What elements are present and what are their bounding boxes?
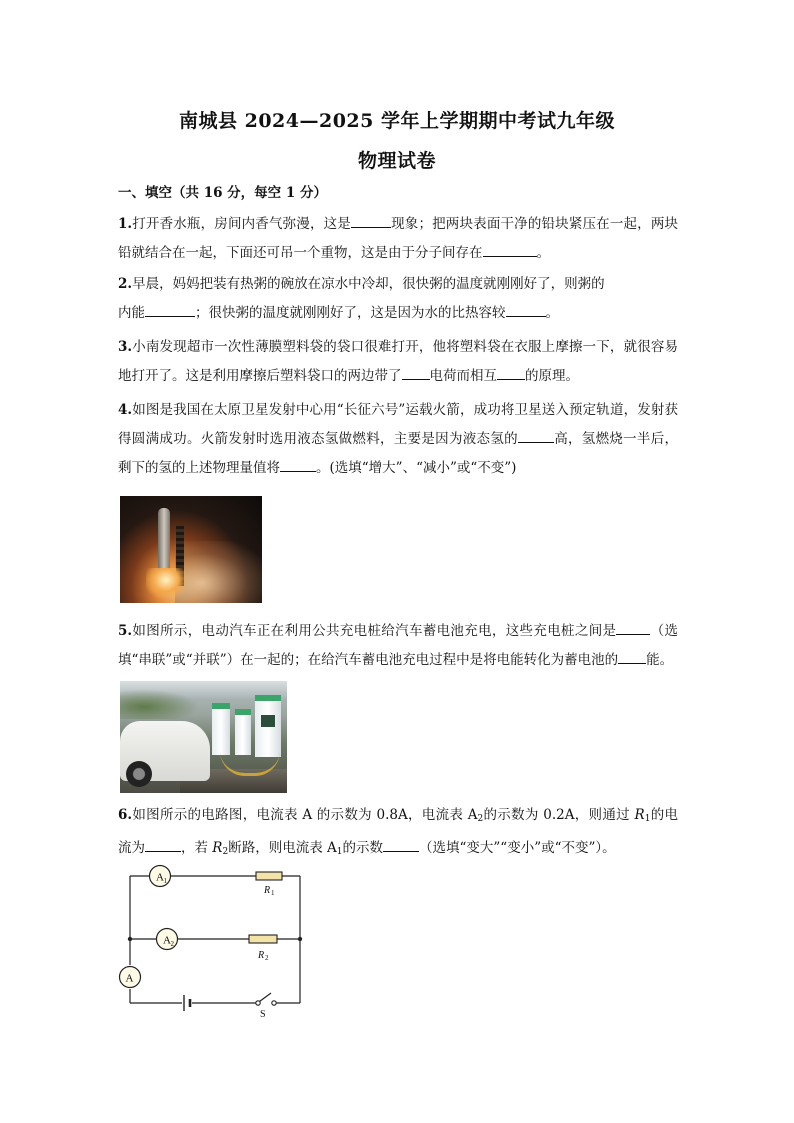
question-text: 的原理。	[525, 368, 579, 384]
question-2	[118, 270, 678, 328]
answer-blank[interactable]	[351, 213, 391, 228]
question-text: 打开香水瓶，房间内香气弥漫，这是	[132, 216, 351, 232]
question-text: ；很快粥的温度就刚刚好了，这是因为水的比热容较	[195, 305, 506, 321]
svg-text:1: 1	[271, 889, 275, 897]
circuit-diagram	[116, 862, 316, 1018]
answer-blank[interactable]	[145, 837, 181, 852]
answer-blank[interactable]	[402, 365, 430, 380]
ammeter-a2	[157, 929, 178, 950]
question-text: 的电流为	[118, 807, 678, 856]
answer-blank[interactable]	[506, 302, 546, 317]
question-text: ，若	[181, 840, 213, 856]
question-number: 5.	[118, 623, 133, 639]
answer-blank[interactable]	[145, 302, 195, 317]
question-text: 小南发现超市一次性薄膜塑料袋的袋口很难打开，他将塑料袋在衣服上摩擦一下，就很容易地打开了。这是利用摩擦后塑料袋口的两边带了	[118, 339, 678, 384]
svg-text:R: R	[264, 885, 271, 896]
resistor-r2	[249, 935, 277, 962]
question-text: 现象；把两块表面干净的铅块紧压在一起，两块铅就结合在一起，下面还可吊一个重物，这是由于分子间存在	[118, 216, 679, 261]
question-number: 1.	[118, 216, 133, 232]
svg-text:S: S	[260, 1009, 266, 1018]
question-4	[118, 396, 678, 483]
question-text: 。	[545, 305, 559, 321]
question-text: 内能	[118, 305, 145, 321]
question-text: 。(选填“增大”、“减小”或“不变”)	[316, 460, 517, 476]
answer-blank[interactable]	[280, 457, 316, 472]
question-text: 如图是我国在太原卫星发射中心用“长征六号”运载火箭，成功将卫星送入预定轨道，发射获得圆满成功。火箭发射时选用液态氢做燃料，主要是因为液态氢的	[118, 402, 678, 447]
svg-text:A: A	[163, 934, 171, 947]
question-text: 的示数为 0.2A，则通过	[483, 807, 635, 823]
svg-text:1: 1	[163, 877, 167, 885]
rocket-launch-photo	[120, 496, 262, 603]
answer-blank[interactable]	[383, 837, 419, 852]
question-text: 电荷而相互	[429, 368, 497, 384]
ammeter-a1	[150, 866, 171, 887]
question-number: 2.	[118, 276, 133, 292]
switch-s	[256, 993, 276, 1018]
question-text: （选填“串联”或“并联”）在一起的；在给汽车蓄电池充电过程中是将电能转化为蓄电池的	[118, 623, 679, 668]
answer-blank[interactable]	[497, 365, 525, 380]
svg-text:2: 2	[265, 954, 269, 962]
svg-text:A: A	[156, 871, 164, 884]
svg-text:A: A	[125, 972, 134, 985]
answer-blank[interactable]	[616, 620, 650, 635]
question-6: 6.如图所示的电路图，电流表 A 的示数为 0.8A，电流表 $A_2$的示数为 0.2A，则通过 $R_1$的电流为 ，若 $R_2$断路，则电流表 $A_1$的示数 （选填“变大”“变小”或“不变”）。	[118, 807, 678, 857]
question-number: 3.	[118, 339, 133, 355]
question-text: 如图所示的电路图，电流表 A 的示数为 0.8A，电流表 A	[132, 807, 478, 823]
battery-icon	[184, 995, 190, 1011]
charging-station-photo	[120, 681, 287, 793]
exam-subtitle: 物理试卷	[357, 150, 436, 172]
question-3	[118, 333, 678, 391]
question-text: 高，氢燃烧一半后，剩下的氢的上述物理量值将	[118, 431, 679, 476]
question-text: 早晨，妈妈把装有热粥的碗放在凉水中冷却，很快粥的温度就刚刚好了，则粥的	[132, 276, 605, 292]
section-heading: 一、填空（共 16 分，每空 1 分）	[118, 185, 327, 201]
question-text: 。	[536, 245, 550, 261]
question-5	[118, 617, 678, 675]
question-text: 能。	[646, 652, 674, 668]
question-number: 4.	[118, 402, 133, 418]
resistor-r1	[256, 872, 282, 897]
ammeter-a	[120, 967, 141, 988]
answer-blank[interactable]	[483, 242, 537, 257]
question-number: 6.	[118, 807, 133, 823]
question-1	[118, 210, 678, 268]
svg-text:R: R	[258, 950, 265, 961]
answer-blank[interactable]	[518, 428, 554, 443]
question-text: 如图所示，电动汽车正在利用公共充电桩给汽车蓄电池充电，这些充电桩之间是	[132, 623, 617, 639]
answer-blank[interactable]	[618, 649, 646, 664]
question-text: （选填“变大”“变小”或“不变”）。	[418, 840, 616, 856]
question-text: 断路，则电流表 A	[228, 840, 337, 856]
svg-text:2: 2	[170, 940, 174, 948]
question-text: 的示数	[342, 840, 383, 856]
exam-title: 南城县 2024—2025 学年上学期期中考试九年级	[179, 110, 615, 132]
